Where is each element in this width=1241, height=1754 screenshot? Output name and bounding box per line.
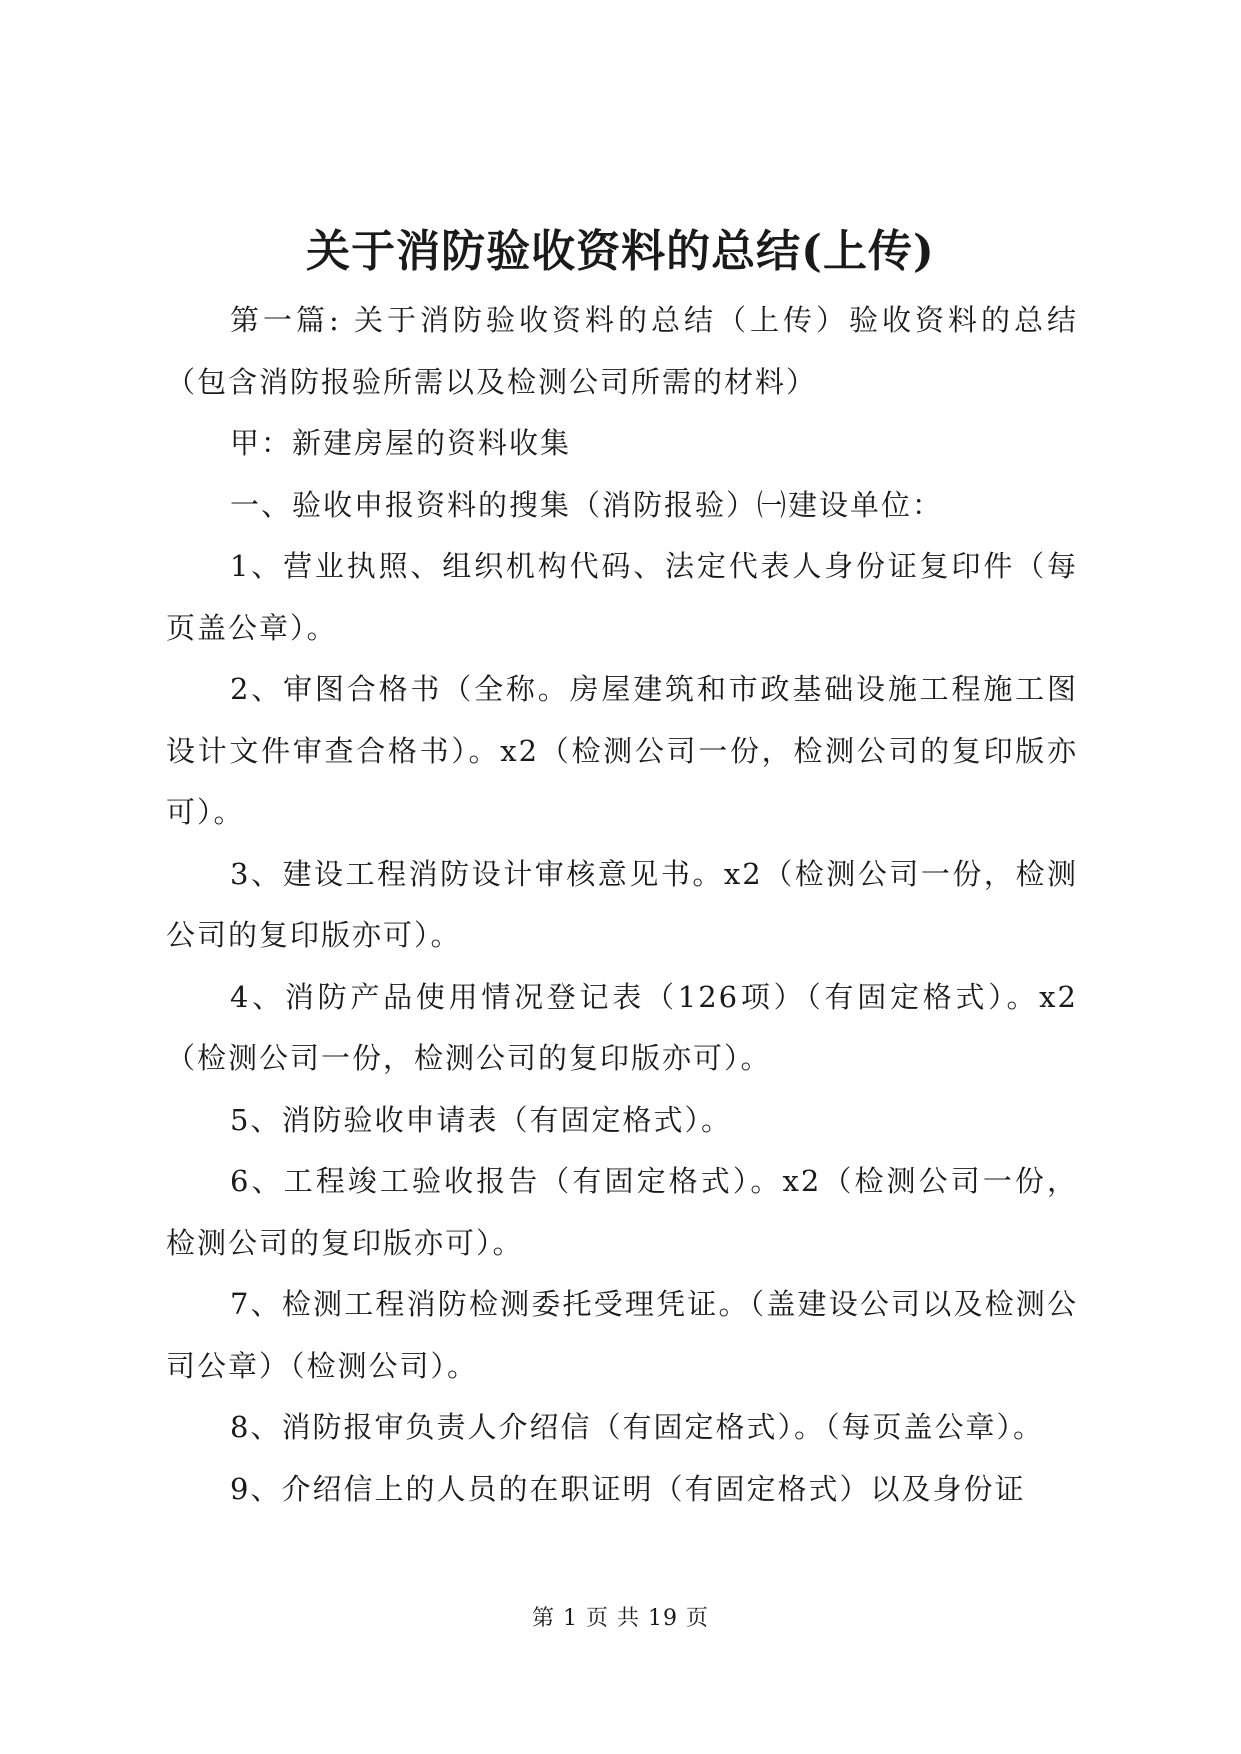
document-title: 关于消防验收资料的总结(上传) (306, 226, 935, 277)
paragraph: 第一篇: 关于消防验收资料的总结（上传）验收资料的总结（包含消防报验所需以及检测公司所需的材料） (166, 303, 1078, 399)
document-body (166, 290, 1078, 1520)
paragraph: 甲：新建房屋的资料收集 (230, 426, 572, 460)
paragraph: 4、消防产品使用情况登记表（126项）（有固定格式）。x2（检测公司一份，检测公司的复印版亦可）。 (166, 979, 1078, 1075)
paragraph: 一、验收申报资料的搜集（消防报验）㈠建设单位： (230, 487, 944, 522)
paragraph: 2、审图合格书（全称。房屋建筑和市政基础设施工程施工图设计文件审查合格书）。x2（检测公司一份，检测公司的复印版亦可）。 (166, 672, 1078, 829)
page-number-footer: 第 1 页 共 19 页 (532, 1606, 709, 1631)
paragraph: 5、消防验收申请表（有固定格式）。 (230, 1102, 732, 1137)
paragraph: 7、检测工程消防检测委托受理凭证。（盖建设公司以及检测公司公章）（检测公司）。 (166, 1287, 1078, 1383)
paragraph: 8、消防报审负责人介绍信（有固定格式）。（每页盖公章）。 (230, 1410, 1044, 1444)
paragraph: 1、营业执照、组织机构代码、法定代表人身份证复印件（每页盖公章）。 (166, 549, 1078, 645)
paragraph: 3、建设工程消防设计审核意见书。x2（检测公司一份，检测公司的复印版亦可）。 (166, 856, 1078, 952)
paragraph: 9、介绍信上的人员的在职证明（有固定格式）以及身份证 (230, 1471, 1026, 1506)
paragraph: 6、工程竣工验收报告（有固定格式）。x2（检测公司一份，检测公司的复印版亦可）。 (166, 1164, 1078, 1260)
